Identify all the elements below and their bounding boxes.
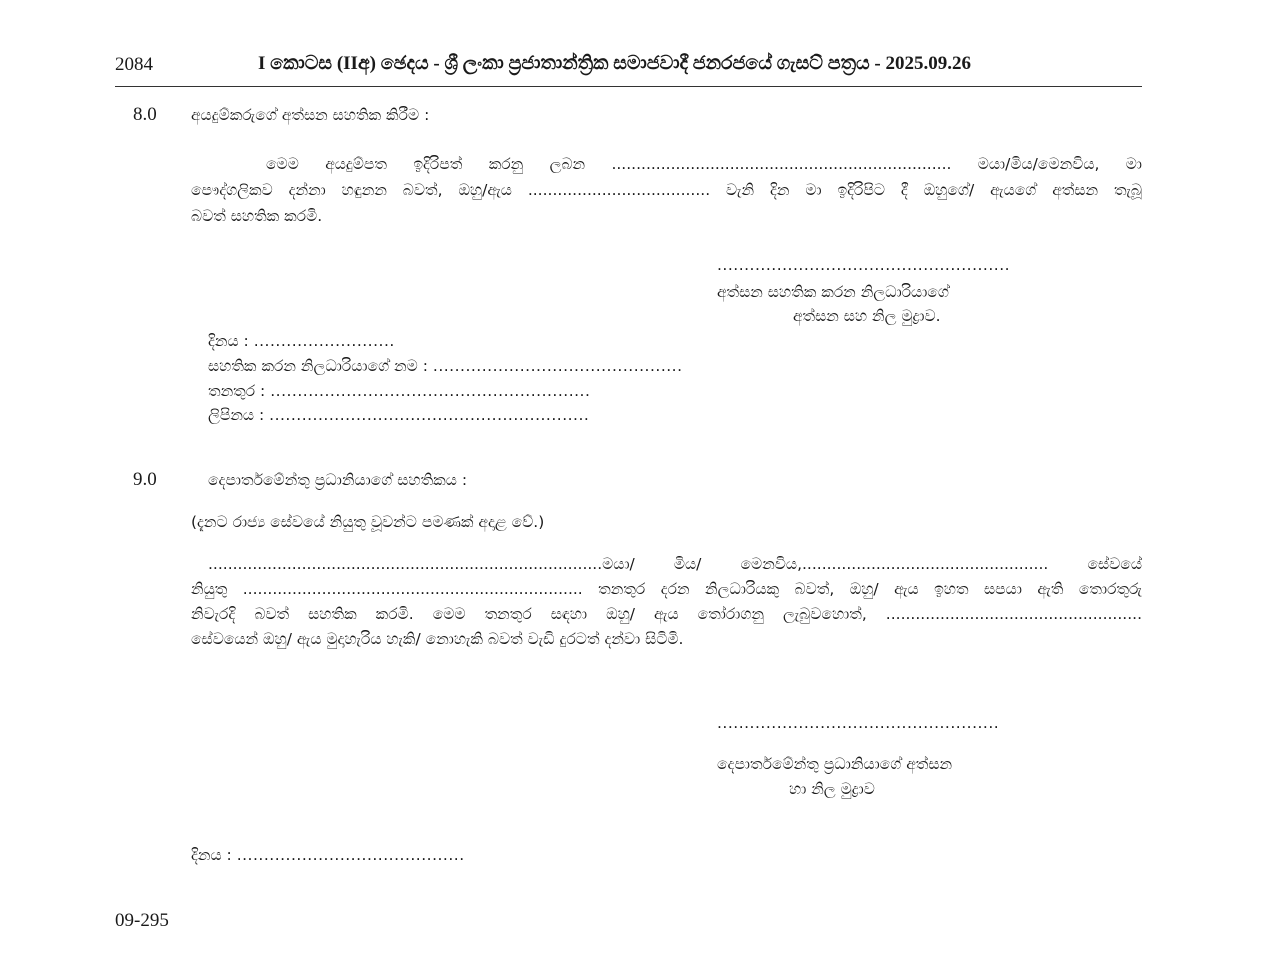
section-9-note: (දැනට රාජ්‍ය සේවයේ නියුතු වූවන්ට පමණක් අදාළ වේ.) — [191, 513, 545, 531]
field-label: ලිපිනය : — [208, 406, 265, 424]
field-blank: .......................................... — [236, 846, 465, 864]
section-9-paragraph-line-3: නිවැරදි බවත් සහතික කරමි. මෙම තනතුර සඳහා ඔහු/ ඇය තෝරාගනු ලැබුවහොත්, .................................................... — [191, 605, 1142, 623]
section-9-signature-caption-1: දෙපාර්තමේන්තු ප්‍රධානියාගේ අත්සන — [717, 755, 953, 773]
section-8-signature-caption-2: අත්සන සහ නිල මුද්‍රාව. — [793, 307, 941, 325]
section-9-paragraph-line-4: සේවයෙන් ඔහු/ ඇය මුදාහැරිය හැකි/ නොහැකි බවත් වැඩි දුරටත් දන්වා සිටිමි. — [191, 630, 684, 648]
section-9-signature-caption-2: හා නිල මුද්‍රාව — [789, 780, 875, 798]
section-8-paragraph-line-2: පෞද්ගලිකව දන්නා හඳුනන බවත්, ඔහු/ඇය ..................................... වැනි දින මා ඉදිරිපිට දී ඔහුගේ/ ඇයගේ අත්සන තැබූ — [191, 181, 1142, 199]
section-9-paragraph-line-2: නියුතු ..................................................................... තනතුර දරන නිලධාරියකු බවත්, ඔහු/ ඇය ඉහත සපයා ඇති තොරතුරු — [191, 580, 1142, 598]
section-8-field-officer-name — [208, 357, 683, 376]
section-8-paragraph-line-3: බවත් සහතික කරමි. — [191, 207, 323, 225]
section-9-heading: දෙපාර්තමේන්තු ප්‍රධානියාගේ සහතිකය : — [208, 471, 468, 489]
section-8-heading: අයදුම්කරුගේ අත්සන සහතික කිරීම : — [191, 106, 430, 124]
field-label: තනතුර : — [208, 382, 266, 400]
field-blank: ........................................................... — [270, 382, 591, 400]
header-divider — [115, 86, 1142, 87]
section-8-paragraph-line-1: මෙම අයදුම්පත ඉදිරිපත් කරනු ලබන ..................................................................... මයා/මිය/මෙනවිය, මා — [266, 155, 1142, 173]
field-label: සහතික කරන නිලධාරියාගේ නම : — [208, 357, 428, 375]
field-label: දිනය : — [208, 332, 249, 350]
footer-reference-code: 09-295 — [115, 910, 169, 931]
section-8-field-address — [208, 406, 589, 425]
section-8-field-date — [208, 332, 395, 351]
section-8-signature-caption-1: අත්සන සහතික කරන නිලධාරියාගේ — [717, 283, 949, 301]
section-8-number: 8.0 — [133, 104, 157, 125]
section-9-field-date — [191, 846, 465, 865]
field-label: දිනය : — [191, 846, 232, 864]
page-number: 2084 — [115, 54, 153, 75]
section-8-signature-line: ...................................................... — [717, 256, 1011, 274]
section-9-signature-line: .................................................... — [717, 714, 1000, 732]
field-blank: .............................................. — [432, 357, 683, 375]
section-9-paragraph-line-1: ................................................................................මයා/ මිය/ මෙනවිය,.................................................. සේවයේ — [208, 555, 1142, 573]
field-blank: .......................... — [253, 332, 395, 350]
section-9-number: 9.0 — [133, 469, 157, 490]
gazette-header-title: I කොටස (IIඅ) ඡෙදය - ශ්‍රී ලංකා ප්‍රජාතාන්ත්‍රික සමාජවාදී ජනරජයේ ගැසට් පත්‍රය - 2025.09.26 — [258, 53, 971, 74]
section-8-field-designation — [208, 382, 590, 401]
field-blank: ........................................................... — [269, 406, 590, 424]
